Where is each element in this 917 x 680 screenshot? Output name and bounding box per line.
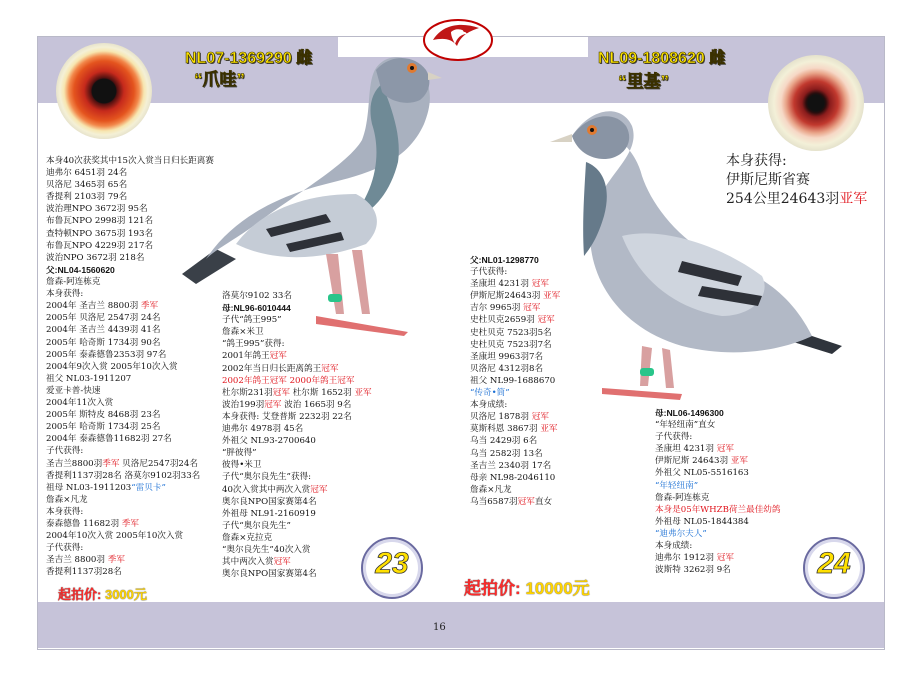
- pedigree-line: [655, 516, 781, 528]
- right-self-results: [726, 152, 867, 209]
- rank-highlight: 冠军: [310, 484, 328, 495]
- line-text: 父:NL04-1560620: [46, 265, 115, 275]
- pedigree-line: [46, 421, 200, 433]
- pedigree-line: [222, 375, 372, 387]
- rank-highlight: 冠军: [531, 279, 549, 290]
- price-label: 起拍价:: [464, 579, 521, 598]
- line-text: 圣吉兰 8800羽: [46, 555, 108, 566]
- rank-highlight: 季军: [107, 555, 125, 566]
- line-text: 子代“奥尔良先生”获得:: [222, 472, 312, 483]
- pedigree-line: [46, 312, 200, 324]
- race-result: 布鲁瓦NPO 4229羽 217名: [46, 240, 154, 251]
- line-text: 2004年 圣吉兰 4439羽 41名: [46, 325, 161, 336]
- pedigree-line: [46, 518, 200, 530]
- line-text: 史杜贝克 7523羽5名: [470, 327, 552, 338]
- pedigree-line: [655, 504, 781, 516]
- line-text: 贝洛尼 4312羽8名: [470, 363, 544, 374]
- line-text: 外祖父 NL05-5516163: [655, 468, 749, 479]
- pedigree-line: [222, 326, 372, 338]
- line-text: 2004年 泰森德鲁11682羽 27名: [46, 434, 172, 445]
- pedigree-line: [46, 530, 200, 542]
- line-text: 史杜贝克 7523羽7名: [470, 339, 552, 350]
- line-text: 洛莫尔9102 33名: [222, 291, 292, 301]
- pedigree-line: [655, 564, 781, 576]
- pedigree-line: [655, 443, 781, 455]
- pedigree-line: [470, 254, 560, 266]
- right-self-line: 本身获得:: [726, 153, 787, 169]
- line-text: 贝洛尼 1878羽: [470, 412, 532, 423]
- line-text: 40次入赏其中两次入赏: [222, 484, 311, 495]
- pedigree-line: [46, 397, 200, 409]
- line-text: 乌当 2429羽 6名: [470, 436, 538, 447]
- line-text: 波斯特 3262羽 9名: [655, 565, 731, 576]
- line-text: “年轻纽南”直女: [655, 420, 716, 431]
- ring-number-left: NL07-1369290 雌: [185, 50, 313, 67]
- line-text: 本身成绩:: [655, 541, 693, 552]
- pedigree-line: [470, 387, 560, 399]
- line-text: 子代获得:: [470, 267, 508, 278]
- line-text: 泰森德鲁 11682羽: [46, 518, 122, 529]
- pigeon-photo-right: [542, 96, 852, 406]
- line-text: 詹森-阿连栋克: [46, 277, 101, 288]
- pedigree-line: [222, 471, 372, 483]
- pedigree-line: [46, 445, 200, 457]
- lot-number: 24: [817, 547, 851, 580]
- line-text: 子代“奥尔良先生”: [222, 520, 291, 531]
- pedigree-line: [46, 458, 200, 470]
- rank-highlight: 冠军: [537, 315, 555, 326]
- line-text: 乌当 2582羽 13名: [470, 448, 543, 459]
- line-text: 母亲 NL98-2046110: [470, 472, 556, 483]
- line-text: 杜尔斯231羽: [222, 387, 273, 398]
- line-text: 2004年10次入赏 2005年10次入赏: [46, 531, 184, 542]
- pedigree-line: [46, 470, 200, 482]
- pedigree-line: [222, 363, 372, 375]
- line-text: 子代获得:: [655, 432, 693, 443]
- pedigree-line: [222, 399, 372, 411]
- pedigree-line: [470, 472, 560, 484]
- line-text: 2005年 哈奇斯 1734羽 25名: [46, 422, 161, 433]
- pedigree-line: [470, 278, 560, 290]
- line-text: 外祖父 NL93-2700640: [222, 436, 316, 447]
- pedigree-line: [222, 459, 372, 471]
- pedigree-line: [470, 460, 560, 472]
- line-text: 本身成绩:: [470, 400, 508, 411]
- line-text: 其中两次入赏: [222, 557, 274, 568]
- pedigree-line: [655, 431, 781, 443]
- pedigree-line: [222, 520, 372, 532]
- line-text: 伊斯尼斯24643羽: [470, 291, 544, 302]
- pedigree-line: [46, 264, 200, 276]
- nickname-left: “爪哇”: [194, 70, 245, 89]
- pedigree-line: [655, 528, 781, 540]
- rank-highlight: 冠军: [272, 387, 290, 398]
- rank-highlight: 冠军: [517, 496, 535, 507]
- pedigree-line: [222, 350, 372, 362]
- pedigree-line: [46, 288, 200, 300]
- pedigree-line: [222, 532, 372, 544]
- line-text: 母:NL96-6010444: [222, 303, 291, 314]
- pedigree-line: [470, 363, 560, 375]
- race-result: 迪弗尔 6451羽 24名: [46, 168, 128, 179]
- line-text: 母:NL06-1496300: [655, 408, 724, 418]
- pedigree-line: [46, 337, 200, 349]
- pedigree-line: [222, 484, 372, 496]
- pedigree-line: [470, 327, 560, 339]
- pedigree-line: [46, 566, 200, 578]
- bird-name: “迪弗尔夫人”: [655, 528, 707, 539]
- rank-highlight: 亚军: [543, 291, 561, 302]
- pedigree-line: [655, 407, 781, 419]
- nickname-right: “里基”: [618, 72, 669, 91]
- line-text: 詹森×克拉克: [222, 532, 273, 543]
- line-text: 迪弗尔 1912羽: [655, 553, 717, 564]
- rank-highlight: 季军: [140, 301, 159, 312]
- line-text: 本身获得: 艾登普斯 2232羽 22名: [222, 411, 352, 422]
- line-text: 本身获得:: [46, 506, 84, 517]
- pedigree-line: [46, 506, 200, 518]
- pedigree-line: [46, 433, 200, 445]
- pedigree-line: [222, 387, 372, 399]
- line-text: 外祖母 NL91-2160919: [222, 508, 316, 519]
- line-text: 圣康坦 9963羽7名: [470, 351, 544, 362]
- rank-highlight: 冠军: [321, 363, 339, 374]
- line-text: “奥尔良先生”40次入赏: [222, 544, 311, 555]
- pedigree-line: [222, 447, 372, 459]
- line-text: 2002年当日归长距离鸽王: [222, 363, 322, 374]
- rank-highlight: 季军: [102, 458, 120, 469]
- line-text: 圣康坦 4231羽: [470, 279, 532, 290]
- pedigree-line: [655, 492, 781, 504]
- line-text: 杜尔斯 1652羽: [289, 387, 355, 398]
- line-text: 2005年 泰森德鲁2353羽 97名: [46, 349, 167, 360]
- pedigree-line: [46, 494, 200, 506]
- pedigree-line: [222, 411, 372, 423]
- line-text: 圣吉兰8800羽: [46, 458, 103, 469]
- line-text: 直女: [534, 496, 553, 507]
- rank-highlight: 冠军: [716, 444, 734, 455]
- bird-name: “雷贝卡”: [131, 482, 166, 493]
- rank-highlight: 冠军: [531, 412, 549, 423]
- left-self-results: [46, 155, 214, 263]
- pedigree-line: [470, 290, 560, 302]
- line-text: 2004年 圣吉兰 8800羽: [46, 301, 141, 312]
- line-text: 伊斯尼斯 24643羽: [655, 456, 731, 467]
- line-text: 彼得•米卫: [222, 460, 262, 471]
- pedigree-line: [470, 496, 560, 508]
- line-text: 波治 1665羽 9名: [281, 399, 352, 410]
- right-dam-pedigree: [655, 407, 781, 576]
- price-value: 3000元: [104, 587, 147, 602]
- price-right: [464, 574, 590, 599]
- pedigree-line: [222, 508, 372, 520]
- pedigree-line: [470, 351, 560, 363]
- line-text: 子代获得:: [46, 446, 84, 457]
- right-self-line: 伊斯尼斯省赛: [726, 172, 810, 188]
- right-self-result: 254公里24643羽: [726, 191, 840, 207]
- pedigree-line: [470, 435, 560, 447]
- pedigree-line: [655, 467, 781, 479]
- price-left: [58, 584, 147, 603]
- pedigree-line: [222, 290, 372, 302]
- pedigree-line: [46, 324, 200, 336]
- price-value: 10000元: [525, 579, 590, 598]
- line-text: 詹森×凡龙: [46, 494, 88, 505]
- race-result: 香提利 2103羽 79名: [46, 192, 128, 203]
- pedigree-line: [655, 540, 781, 552]
- left-self-title: 本身40次获奖其中15次入赏当日归长距离赛: [46, 156, 214, 166]
- pedigree-line: [222, 302, 372, 314]
- pedigree-line: [470, 399, 560, 411]
- pedigree-line: [46, 482, 200, 494]
- pedigree-line: [222, 423, 372, 435]
- rank-highlight: 本身是05年WHZB荷兰最佳幼鸽: [655, 504, 781, 515]
- race-result: 波治理NPO 3672羽 95名: [46, 204, 148, 215]
- race-result: 波治NPO 3672羽 218名: [46, 252, 145, 263]
- pedigree-line: [222, 435, 372, 447]
- ring-number-right: NL09-1808620 雌: [598, 50, 726, 67]
- footer-band: [38, 602, 884, 648]
- pedigree-line: [46, 409, 200, 421]
- line-text: 贝洛尼2547羽24名: [119, 458, 198, 469]
- bird-name: “传奇•简”: [470, 388, 510, 399]
- line-text: 本身获得:: [46, 289, 84, 300]
- pedigree-line: [655, 455, 781, 467]
- pedigree-line: [46, 361, 200, 373]
- pedigree-line: [46, 276, 200, 288]
- line-text: 祖父 NL99-1688670: [470, 375, 556, 386]
- pedigree-line: [470, 411, 560, 423]
- left-sire-pedigree: [46, 264, 200, 578]
- line-text: 乌当6587羽: [470, 496, 518, 507]
- line-text: 詹森-阿连栋克: [655, 492, 710, 503]
- pedigree-line: [222, 338, 372, 350]
- bird-name: “年轻纽南”: [655, 480, 699, 491]
- race-result: 贝洛尼 3465羽 65名: [46, 180, 128, 191]
- pedigree-line: [470, 484, 560, 496]
- pedigree-line: [655, 480, 781, 492]
- pedigree-line: [655, 552, 781, 564]
- line-text: 子代获得:: [46, 543, 84, 554]
- pedigree-line: [222, 496, 372, 508]
- rank-highlight: 冠军: [716, 553, 734, 564]
- line-text: 2001年鸽王: [222, 351, 270, 362]
- line-text: 迪弗尔 4978羽 45名: [222, 424, 304, 435]
- rank-highlight: 亚军: [730, 456, 748, 467]
- page-number: 16: [433, 622, 446, 633]
- pedigree-line: [46, 373, 200, 385]
- pedigree-line: [46, 385, 200, 397]
- line-text: 祖父 NL03-1911207: [46, 373, 132, 384]
- eye-photo-left: [56, 43, 152, 139]
- line-text: 父:NL01-1298770: [470, 255, 539, 265]
- line-text: “鸽王995”获得:: [222, 339, 285, 350]
- line-text: 圣吉兰 2340羽 17名: [470, 460, 552, 471]
- line-text: 2005年 贝洛尼 2547羽 24名: [46, 313, 161, 324]
- left-dam-pedigree: [222, 290, 372, 580]
- pedigree-line: [46, 300, 200, 312]
- lot-number: 23: [375, 547, 409, 580]
- price-label: 起拍价:: [58, 587, 102, 602]
- line-text: 詹森×米卫: [222, 327, 264, 338]
- right-sire-pedigree: [470, 254, 560, 508]
- line-text: 莫斯科恩 3867羽: [470, 424, 541, 435]
- line-text: 奥尔良NPO国家赛第4名: [222, 496, 317, 507]
- line-text: 2005年 哈奇斯 1734羽 90名: [46, 337, 161, 348]
- pedigree-line: [470, 339, 560, 351]
- line-text: 香提利1137羽28名 洛莫尔9102羽33名: [46, 470, 201, 481]
- pedigree-line: [46, 542, 200, 554]
- rank-highlight: 亚军: [354, 387, 372, 398]
- line-text: 2005年 斯特皮 8468羽 23名: [46, 410, 161, 421]
- line-text: 史杜贝克2659羽: [470, 315, 538, 326]
- pedigree-line: [46, 554, 200, 566]
- line-text: 奥尔良NPO国家赛第4名: [222, 569, 317, 580]
- rank-highlight: 亚军: [540, 424, 558, 435]
- line-text: 祖母 NL03-1911203: [46, 482, 132, 493]
- rank-highlight: 冠军: [273, 557, 291, 568]
- pedigree-line: [222, 314, 372, 326]
- lot-badge-right: [803, 537, 865, 599]
- line-text: 2004年11次入赏: [46, 398, 114, 409]
- pedigree-line: [222, 568, 372, 580]
- rank-highlight: 2002年鸽王冠军 2000年鸽王冠军: [222, 375, 355, 386]
- pedigree-line: [222, 544, 372, 556]
- right-self-result-rank: 亚军: [839, 191, 868, 207]
- line-text: 詹森×凡龙: [470, 484, 512, 495]
- pedigree-line: [470, 314, 560, 326]
- pedigree-line: [470, 423, 560, 435]
- pedigree-line: [470, 375, 560, 387]
- rank-highlight: 季军: [121, 518, 139, 529]
- pedigree-line: [470, 302, 560, 314]
- line-text: 2004年9次入赏 2005年10次入赏: [46, 361, 178, 372]
- line-text: 波治199羽: [222, 399, 265, 410]
- race-result: 布鲁瓦NPO 2998羽 121名: [46, 216, 154, 227]
- rank-highlight: 冠军: [269, 351, 287, 362]
- line-text: 子代“鸽王995”: [222, 315, 282, 326]
- lot-badge-left: [361, 537, 423, 599]
- line-text: 吉尔 9965羽: [470, 303, 524, 314]
- race-result: 查特顿NPO 3675羽 193名: [46, 228, 154, 239]
- line-text: 香提利1137羽28名: [46, 567, 122, 578]
- line-text: “胖彼得”: [222, 448, 257, 459]
- line-text: 爱亚卡普-快速: [46, 385, 101, 396]
- pedigree-line: [655, 419, 781, 431]
- line-text: 圣康坦 4231羽: [655, 444, 717, 455]
- rank-highlight: 冠军: [523, 303, 541, 314]
- pedigree-line: [46, 349, 200, 361]
- pedigree-line: [222, 556, 372, 568]
- pedigree-line: [470, 266, 560, 278]
- line-text: 外祖母 NL05-1844384: [655, 516, 749, 527]
- pedigree-line: [470, 448, 560, 460]
- rank-highlight: 冠军: [264, 399, 282, 410]
